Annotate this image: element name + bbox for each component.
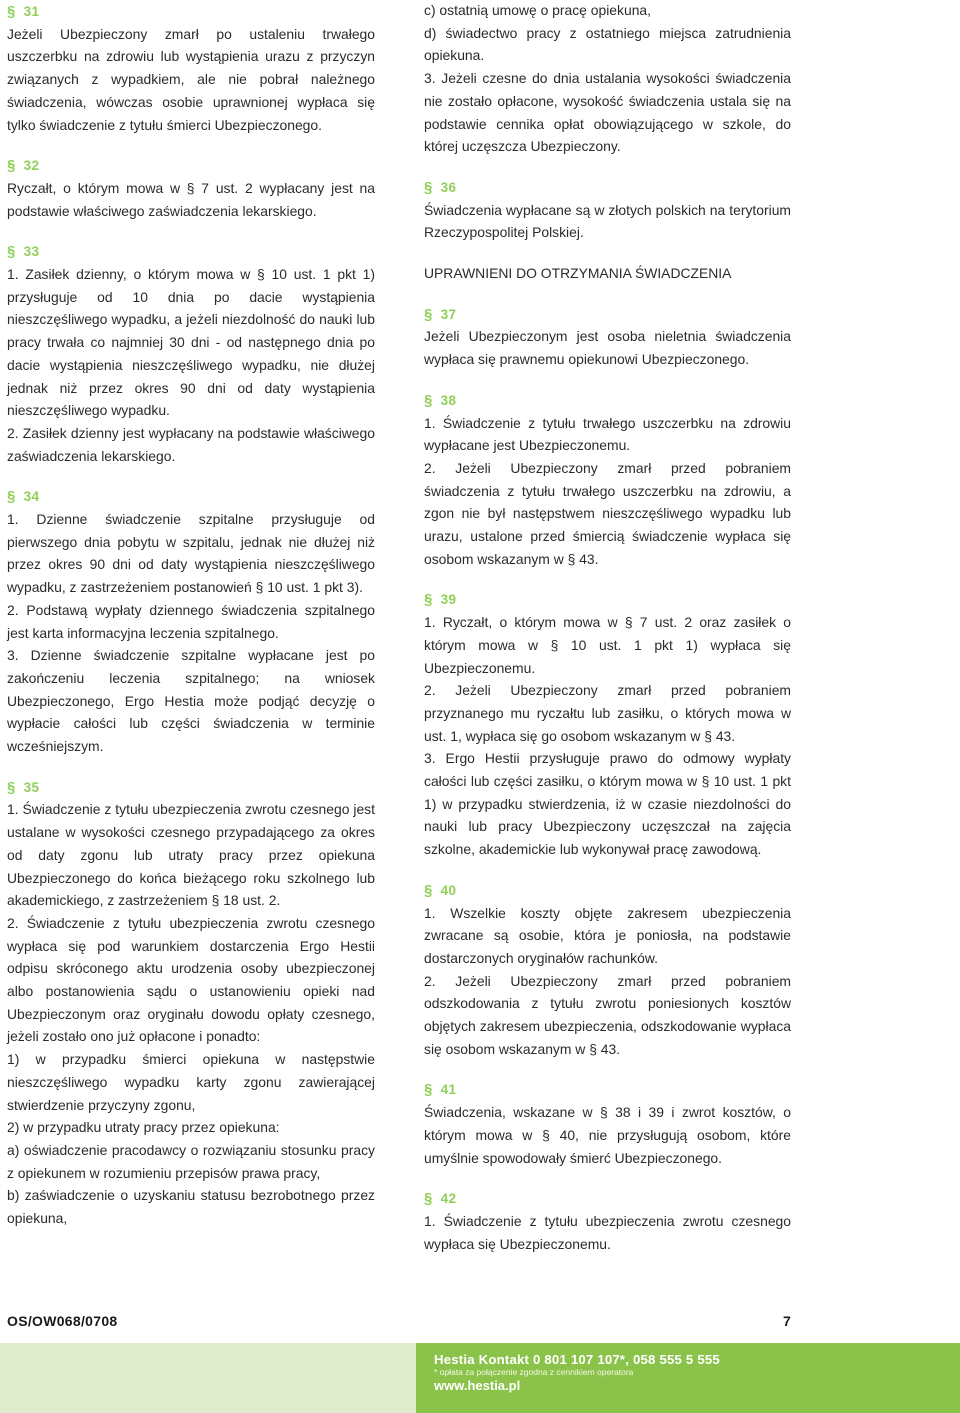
section-number: 42 (440, 1191, 457, 1207)
footer-band-light (0, 1343, 416, 1413)
section-heading (424, 588, 791, 611)
section-heading (424, 1078, 791, 1101)
paragraph: 3. Dzienne świadczenie szpitalne wypłacane jest po zakończeniu leczenia szpitalnego; na wniosek Ubezpieczonego, Ergo Hestia może podjąć decyzję o wypłacie całości lub części świadczenia w terminie wcześniejszym. (7, 647, 375, 755)
section-symbol: § (424, 1190, 433, 1208)
section-heading (424, 879, 791, 902)
section-heading (7, 0, 375, 23)
paragraph: 2. Zasiłek dzienny jest wypłacany na podstawie właściwego zaświadczenia lekarskiego. (7, 424, 375, 464)
section-symbol: § (424, 305, 433, 323)
section-number: 34 (23, 489, 40, 505)
paragraph: 2) w przypadku utraty pracy przez opiekuna: (7, 1119, 280, 1136)
section-symbol: § (7, 488, 16, 506)
paragraph: 2. Jeżeli Ubezpieczony zmarł przed pobraniem odszkodowania z tytułu zwrotu poniesionych kosztów objętych zakresem ubezpieczenia, odszkodowanie wypłaca się osobom wskazanym w § 43. (424, 972, 791, 1057)
section-symbol: § (7, 157, 16, 175)
section-symbol: § (7, 778, 16, 796)
paragraph: Jeżeli Ubezpieczonym jest osoba nieletnia świadczenia wypłaca się prawnemu opiekunowi Ubezpieczonego. (424, 328, 791, 368)
paragraph: 2. Podstawą wypłaty dziennego świadczenia szpitalnego jest karta informacyjna leczenia szpitalnego. (7, 601, 375, 641)
paragraph: Ryczałt, o którym mowa w § 7 ust. 2 wypłacany jest na podstawie właściwego zaświadczenia lekarskiego. (7, 179, 375, 219)
right-column (424, 0, 791, 1255)
paragraph: a) oświadczenie pracodawcy o rozwiązaniu stosunku pracy z opiekunem w rozumieniu przepisów prawa pracy, (7, 1141, 375, 1181)
website-link[interactable]: www.hestia.pl (434, 1378, 521, 1393)
paragraph: 1. Świadczenie z tytułu trwałego uszczerbku na zdrowiu wypłacane jest Ubezpieczonemu. (424, 414, 791, 454)
contact-note: * opłata za połączenie zgodna z cennikiem operatora (434, 1367, 634, 1377)
contact-line: Hestia Kontakt 0 801 107 107*, 058 555 5 555 (434, 1352, 720, 1367)
paragraph: 1. Świadczenie z tytułu ubezpieczenia zwrotu czesnego wypłaca się Ubezpieczonemu. (424, 1212, 791, 1252)
section-number: 31 (23, 3, 40, 19)
section-heading (424, 176, 791, 199)
section-number: 36 (440, 179, 457, 195)
paragraph: 1. Świadczenie z tytułu ubezpieczenia zwrotu czesnego jest ustalane w wysokości czesnego przypadającego za okres od daty zgonu lub utraty pracy przez opiekuna Ubezpieczonego do końca bieżącego roku szkolnego lub akademickiego, z zastrzeżeniem § 18 ust. 2. (7, 801, 375, 909)
paragraph: Świadczenia wypłacane są w złotych polskich na terytorium Rzeczypospolitej Polskiej. (424, 201, 791, 241)
section-number: 40 (440, 882, 457, 898)
page-number: 7 (783, 1313, 791, 1329)
paragraph: b) zaświadczenie o uzyskaniu statusu bezrobotnego przez opiekuna, (7, 1187, 375, 1227)
paragraph: 1. Zasiłek dzienny, o którym mowa w § 10 ust. 1 pkt 1) przysługuje od 10 dnia po dacie wystąpienia nieszczęśliwego wypadku, a jeżeli niezdolność do nauki lub pracy trwała co najmniej 30 dni - od następnego dnia po dacie wystąpienia nieszczęśliwego wypadku, nie dłużej jednak niż przez okres 90 dni od daty wystąpienia nieszczęśliwego wypadku. (7, 265, 375, 419)
section-heading (424, 303, 791, 326)
section-number: 39 (440, 592, 457, 608)
paragraph: 1. Dzienne świadczenie szpitalne przysługuje od pierwszego dnia pobytu w szpitalu, jednak nie dłużej niż przez okres 90 dni od daty wystąpienia nieszczęśliwego wypadku, z zastrzeżeniem postanowień § 10 ust. 1 pkt 3). (7, 511, 375, 596)
chapter-heading: UPRAWNIENI DO OTRZYMANIA ŚWIADCZENIA (424, 265, 732, 282)
paragraph: 2. Świadczenie z tytułu ubezpieczenia zwrotu czesnego wypłaca się pod warunkiem dostarczenia Ergo Hestii odpisu skróconego aktu urodzenia osoby ubezpieczonej albo postanowienia sądu o ustanowieniu opieki nad Ubezpieczonym oraz oryginału dowodu opłaty czesnego, jeżeli zostało ono już opłacone i ponadto: (7, 914, 375, 1045)
section-heading (7, 776, 375, 799)
paragraph: 1. Wszelkie koszty objęte zakresem ubezpieczenia zwracane są osobie, która je poniosła, na podstawie dostarczonych oryginałów rachunków. (424, 904, 791, 966)
section-symbol: § (424, 178, 433, 196)
section-symbol: § (7, 2, 16, 20)
section-number: 35 (23, 779, 40, 795)
section-symbol: § (7, 243, 16, 261)
paragraph: 1. Ryczałt, o którym mowa w § 7 ust. 2 oraz zasiłek o którym mowa w § 10 ust. 1 pkt 1) wypłaca się Ubezpieczonemu. (424, 614, 791, 676)
section-heading (7, 240, 375, 263)
section-symbol: § (424, 1081, 433, 1099)
paragraph: 2. Jeżeli Ubezpieczony zmarł przed pobraniem świadczenia z tytułu trwałego uszczerbku na zdrowiu, a zgon nie był następstwem nieszczęśliwego wypadku lub urazu, ustalone przed śmiercią świadczenie wypłaca się osobom wskazanym w § 43. (424, 459, 791, 567)
paragraph: 3. Jeżeli czesne do dnia ustalania wysokości świadczenia nie zostało opłacone, wysokość świadczenia ustala się na podstawie cennika opłat obowiązującego w szkole, do której uczęszcza Ubezpieczony. (424, 70, 791, 155)
section-number: 38 (440, 392, 457, 408)
section-symbol: § (424, 881, 433, 899)
paragraph: Świadczenia, wskazane w § 38 i 39 i zwrot kosztów, o którym mowa w § 40, nie przysługują osobom, które umyślnie spowodowały śmierć Ubezpieczonego. (424, 1104, 791, 1166)
paragraph: c) ostatnią umowę o pracę opiekuna, (424, 2, 652, 18)
section-heading (7, 154, 375, 177)
paragraph: Jeżeli Ubezpieczony zmarł po ustaleniu trwałego uszczerbku na zdrowiu lub wystąpienia urazu z przyczyn związanych z wypadkiem, ale nie pobrał należnego świadczenia, wówczas osobie uprawnionej wypłaca się tylko świadczenie z tytułu śmierci Ubezpieczonego. (7, 25, 375, 133)
section-symbol: § (424, 591, 433, 609)
section-heading (424, 389, 791, 412)
section-heading (7, 485, 375, 508)
section-heading (424, 1187, 791, 1210)
section-symbol: § (424, 391, 433, 409)
paragraph: d) świadectwo pracy z ostatniego miejsca zatrudnienia opiekuna. (424, 24, 791, 64)
document-code: OS/OW068/0708 (7, 1313, 118, 1329)
paragraph: 3. Ergo Hestii przysługuje prawo do odmowy wypłaty całości lub części zasiłku, o którym mowa w § 10 ust. 1 pkt 1) w przypadku stwierdzenia, iż w czasie niezdolności do nauki lub pracy Ubezpieczony uczęszczał na zajęcia szkolne, akademickie lub wykonywał pracę zawodową. (424, 750, 791, 858)
section-number: 33 (23, 244, 40, 260)
paragraph: 1) w przypadku śmierci opiekuna w następstwie nieszczęśliwego wypadku karty zgonu zawierającej stwierdzenie przyczyny zgonu, (7, 1051, 375, 1113)
section-number: 37 (440, 306, 457, 322)
section-number: 32 (23, 158, 40, 174)
section-number: 41 (440, 1082, 457, 1098)
paragraph: 2. Jeżeli Ubezpieczony zmarł przed pobraniem przyznanego mu ryczałtu lub zasiłku, o których mowa w ust. 1, wypłaca się go osobom wskazanym w § 43. (424, 682, 791, 744)
left-column (7, 0, 375, 1230)
